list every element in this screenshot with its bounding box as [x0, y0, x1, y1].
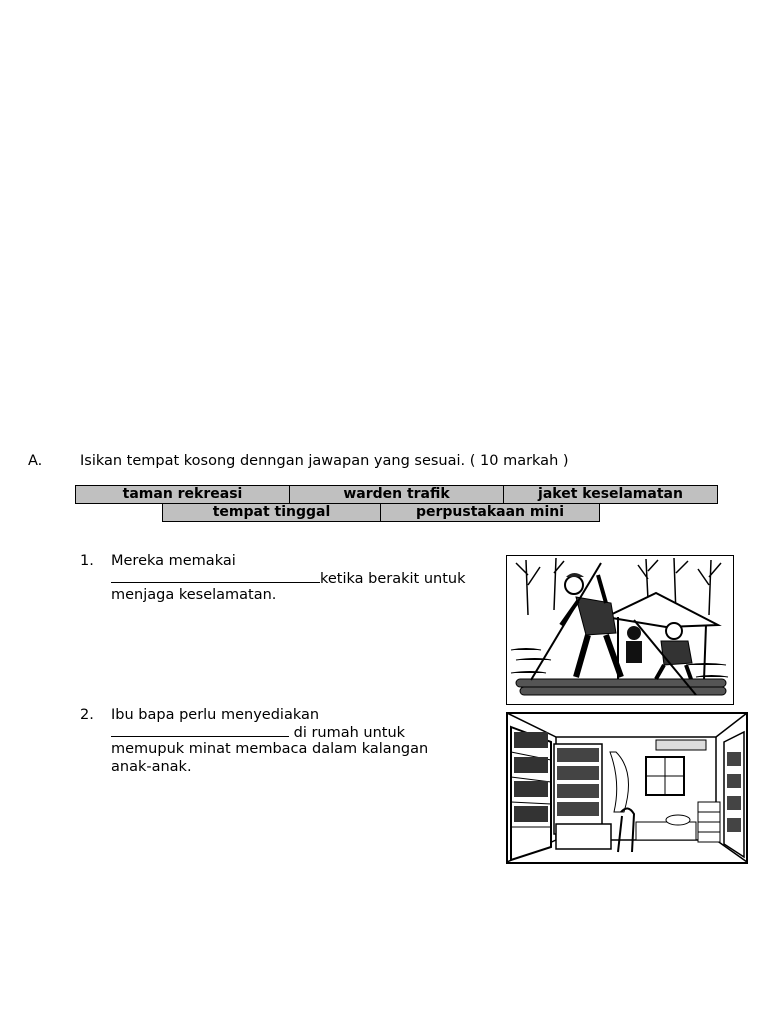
question-text: Mereka memakai [111, 553, 236, 569]
word-bank-row-1 [75, 485, 718, 504]
question-text: Ibu bapa perlu menyediakan [111, 707, 320, 723]
word-bank-item: jaket keselamatan [538, 486, 683, 502]
word-bank-item: taman rekreasi [76, 486, 290, 503]
question-line [111, 724, 405, 742]
question-text: ketika berakit untuk [320, 571, 466, 587]
section-label: A. [28, 453, 43, 469]
question-text: anak-anak. [111, 759, 192, 775]
word-bank-item: tempat tinggal [163, 504, 381, 521]
instruction-text: Isikan tempat kosong denngan jawapan yang sesuai. ( 10 markah ) [80, 453, 569, 469]
question-text: menjaga keselamatan. [111, 587, 277, 603]
word-bank-row-2 [162, 503, 600, 522]
library-room-illustration [506, 712, 748, 864]
question-text: di rumah untuk [289, 725, 406, 741]
question-number: 2. [80, 707, 94, 723]
rafting-illustration [506, 555, 734, 705]
question-line [111, 570, 466, 588]
word-bank-item: warden trafik [290, 486, 504, 503]
question-text: memupuk minat membaca dalam kalangan [111, 741, 429, 757]
answer-blank[interactable] [111, 570, 320, 583]
word-bank-item: perpustakaan mini [415, 504, 565, 520]
question-number: 1. [80, 553, 94, 569]
answer-blank[interactable] [111, 724, 289, 737]
